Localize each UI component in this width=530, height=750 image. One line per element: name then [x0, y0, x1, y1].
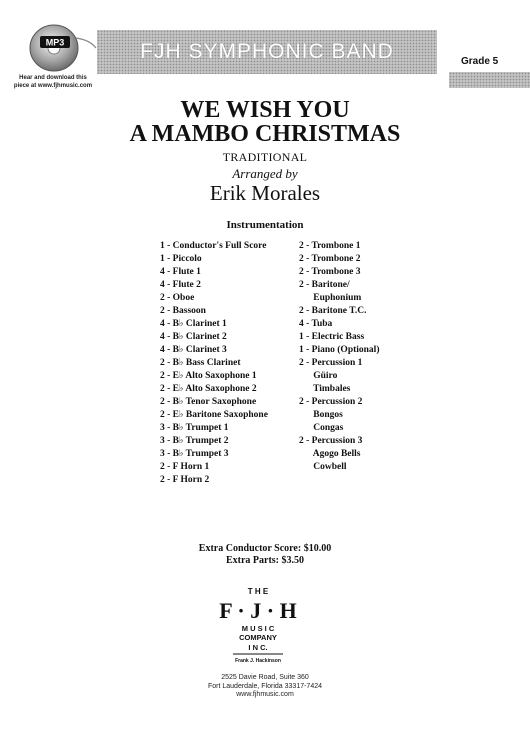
instrumentation-right-column — [299, 240, 380, 474]
website-link[interactable]: www.fjhmusic.com — [236, 691, 294, 698]
parts-price: Extra Parts: $3.50 — [225, 555, 305, 566]
score-price: Extra Conductor Score: $10.00 — [198, 543, 332, 554]
composer: TRADITIONAL — [222, 150, 308, 164]
instrument-entry: 1 - Conductor's Full Score — [160, 241, 267, 251]
instrument-entry: 2 - B♭ Bass Clarinet — [160, 358, 241, 368]
instrument-entry: 2 - E♭ Alto Saxophone 1 — [160, 371, 257, 381]
address-line: 2525 Davie Road, Suite 360 — [221, 674, 309, 681]
instrument-entry: 2 - Trombone 1 — [299, 241, 361, 251]
instrument-entry: 2 - B♭ Tenor Saxophone — [160, 397, 257, 407]
mp3-note[interactable] — [4, 74, 102, 90]
instrument-entry: 1 - Electric Bass — [299, 332, 365, 342]
instrument-entry: 3 - B♭ Trumpet 2 — [160, 436, 229, 446]
arranger-name: Erik Morales — [209, 181, 321, 205]
instrument-entry: 1 - Piccolo — [160, 254, 202, 264]
instrument-entry: Timbales — [299, 384, 351, 394]
logo-row: T H E — [247, 587, 269, 596]
instrument-entry: 2 - Percussion 1 — [299, 358, 363, 368]
instrument-entry: 4 - Tuba — [299, 319, 333, 329]
instrument-entry: 4 - B♭ Clarinet 1 — [160, 319, 227, 329]
instrument-entry: Cowbell — [299, 462, 347, 472]
grade-banner — [449, 72, 530, 88]
mp3-badge: MP3 — [45, 37, 65, 48]
logo-row: M U S I C — [241, 624, 275, 633]
instrument-entry: Congas — [299, 423, 344, 433]
instrument-entry: 2 - Trombone 3 — [299, 267, 361, 277]
instrument-entry: 4 - Flute 1 — [160, 267, 201, 277]
instrument-entry: Bongos — [299, 410, 343, 420]
instrument-entry: 2 - Oboe — [160, 293, 195, 303]
instrumentation-left-column — [160, 240, 268, 487]
instrument-entry: 3 - B♭ Trumpet 3 — [160, 449, 229, 459]
instrument-entry: 2 - F Horn 2 — [160, 475, 210, 485]
instrument-entry: 2 - Bassoon — [160, 306, 206, 316]
pricing — [0, 543, 530, 567]
instrument-entry: 2 - Percussion 2 — [299, 397, 363, 407]
fjh-logo — [219, 583, 297, 667]
instrument-entry: 2 - E♭ Baritone Saxophone — [160, 410, 268, 420]
instrument-entry: Güiro — [299, 371, 338, 381]
instrument-entry: 2 - Baritone/ — [299, 280, 350, 290]
logo-row: COMPANY — [239, 633, 277, 642]
instrument-entry: Agogo Bells — [299, 449, 361, 459]
instrument-entry: 2 - F Horn 1 — [160, 462, 210, 472]
instrumentation-heading: Instrumentation — [226, 219, 304, 231]
instrument-entry: 4 - B♭ Clarinet 3 — [160, 345, 227, 355]
mp3-note-line[interactable]: piece at www.fjhmusic.com — [13, 83, 93, 89]
instrument-entry: Euphonium — [299, 293, 362, 303]
logo-row: F · J · H — [219, 598, 297, 623]
address-line: Fort Lauderdale, Florida 33317-7424 — [207, 682, 323, 690]
instrument-entry: 1 - Piano (Optional) — [299, 345, 380, 355]
arranged-by-label: Arranged by — [232, 166, 298, 181]
piece-title-line1: WE WISH YOU — [180, 97, 350, 123]
grade-label: Grade 5 — [461, 56, 499, 67]
instrument-entry: 2 - Percussion 3 — [299, 436, 363, 446]
mp3-disc-icon — [20, 22, 100, 74]
logo-signature: Frank J. Hackinson — [235, 658, 281, 664]
instrument-entry: 3 - B♭ Trumpet 1 — [160, 423, 229, 433]
mp3-note-line: Hear and download this — [19, 75, 87, 81]
logo-row: I N C. — [248, 643, 268, 652]
publisher-address — [0, 674, 530, 700]
instrument-entry: 2 - E♭ Alto Saxophone 2 — [160, 384, 257, 394]
piece-title-line2: A MAMBO CHRISTMAS — [129, 121, 401, 147]
series-title: FJH SYMPHONIC BAND — [140, 40, 394, 63]
instrument-entry: 2 - Baritone T.C. — [299, 306, 367, 316]
instrument-entry: 4 - B♭ Clarinet 2 — [160, 332, 227, 342]
instrument-entry: 4 - Flute 2 — [160, 280, 201, 290]
instrument-entry: 2 - Trombone 2 — [299, 254, 361, 264]
